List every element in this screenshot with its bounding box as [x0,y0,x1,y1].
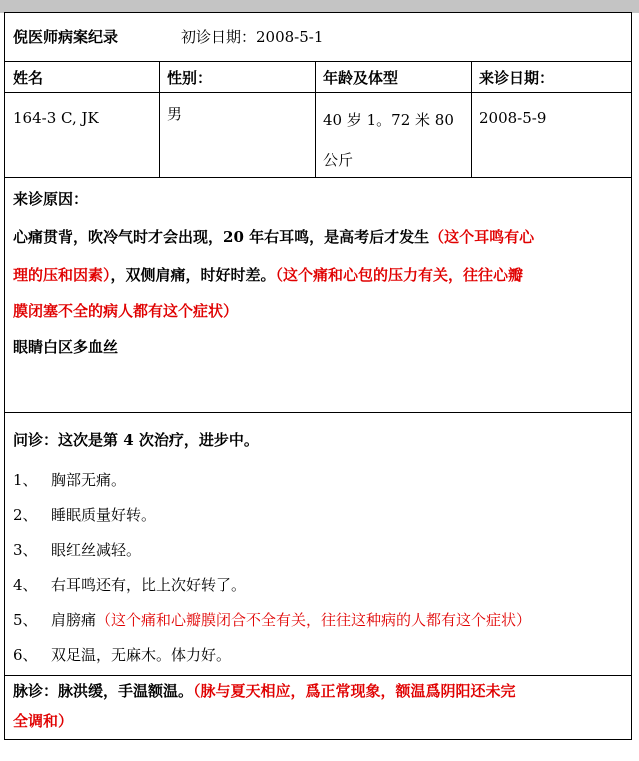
reason-note: 膜闭塞不全的病人都有这个症状） [13,302,239,320]
value-age-build-line2: 公斤 [323,151,354,169]
pulse-note: 全调和） [13,712,74,730]
reason-note: （这个耳鸣有心 [429,228,535,246]
list-item: 2、 睡眠质量好转。 [13,506,157,524]
value-name: 164-3 C, JK [13,109,99,127]
visit-reason-section [5,178,631,412]
list-item: 5、 肩膀痛（这个痛和心瓣膜闭合不全有关，往往这种病的人都有这个症状） [13,611,532,629]
pulse-note: （脉与夏天相应，爲正常现象，额温爲阴阳还未完 [193,682,516,700]
reason-note: 理的压和因素） [13,266,111,284]
value-gender: 男 [167,105,183,123]
table-divider [471,61,472,178]
inquiry-heading: 问诊：这次是第 4 次治疗，进步中。 [13,431,259,449]
patient-info-table [5,61,631,178]
value-visit-date: 2008-5-9 [479,109,547,127]
first-visit-date: 初诊日期：2008-5-1 [181,28,324,46]
value-age-build-line1: 40 岁 1。72 米 80 [323,111,454,129]
pulse-text: 脉诊：脉洪缓，手温额温。 [13,682,194,700]
table-divider [315,61,316,178]
inquiry-section [5,413,631,675]
table-divider [5,92,631,93]
reason-text-eyes: 眼睛白区多血丝 [13,338,119,356]
table-divider [159,61,160,178]
record-header [5,13,631,62]
record-title: 倪医师病案纪录 [13,28,119,46]
list-item: 3、 眼红丝减轻。 [13,541,142,559]
label-name: 姓名 [13,69,44,87]
pulse-section [5,676,631,740]
reason-text: 心痛贯背，吹冷气时才会出现，20 年右耳鸣，是高考后才发生 [13,228,430,246]
list-item: 6、 双足温，无麻木。体力好。 [13,646,232,664]
inquiry-note: （这个痛和心瓣膜闭合不全有关，往往这种病的人都有这个症状） [96,611,532,629]
reason-text: ，双侧肩痛，时好时差。 [110,266,276,284]
label-visit-date: 来诊日期： [479,69,555,87]
label-gender: 性别： [167,69,213,87]
medical-record-page [4,12,632,740]
label-age-build: 年龄及体型 [323,69,399,87]
list-item: 1、 胸部无痛。 [13,471,127,489]
reason-heading: 来诊原因： [13,190,89,208]
reason-note: （这个痛和心包的压力有关，往往心瓣 [275,266,524,284]
list-item: 4、 右耳鸣还有，比上次好转了。 [13,576,247,594]
